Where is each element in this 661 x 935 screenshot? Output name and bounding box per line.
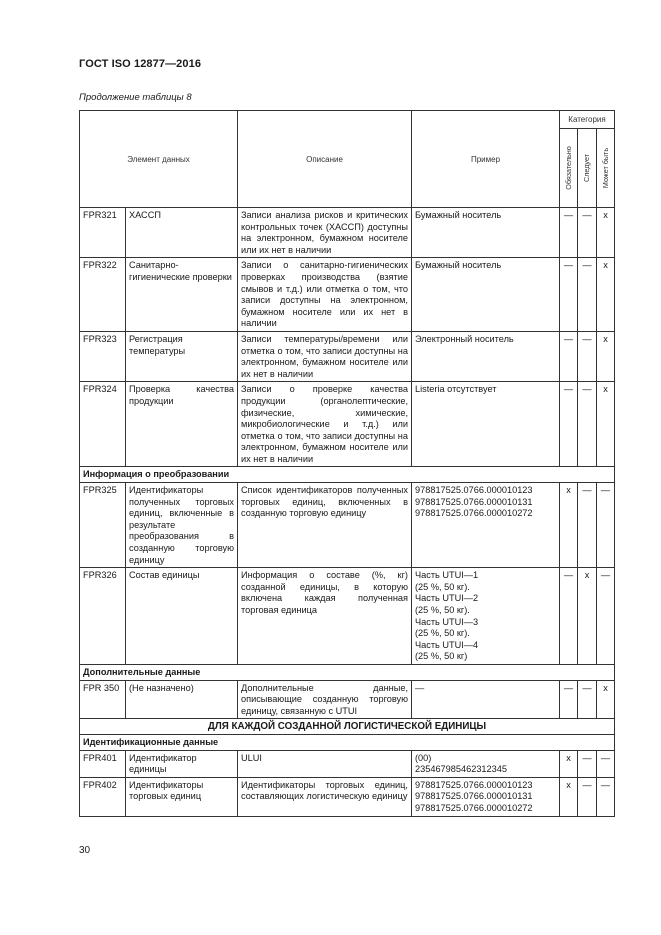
example-line: 978817525.0766.000010131 xyxy=(415,496,533,507)
example-line: (25 %, 50 кг). xyxy=(415,581,470,592)
section-row xyxy=(80,467,615,483)
example-line: 978817525.0766.000010131 xyxy=(415,791,533,802)
row-cat-mandatory: x xyxy=(560,777,578,816)
row-cat-should: — xyxy=(578,208,597,258)
section-row xyxy=(80,734,615,750)
row-cat-mandatory: — xyxy=(560,208,578,258)
row-example: — xyxy=(412,680,560,719)
example-line: 978817525.0766.000010272 xyxy=(415,802,533,813)
row-example: Listeria отсутствует xyxy=(412,382,560,467)
row-cat-may: x xyxy=(597,258,615,332)
row-example xyxy=(412,568,560,665)
row-id: FPR326 xyxy=(80,568,126,665)
example-line: Часть UTUI—3 xyxy=(415,616,479,627)
row-cat-mandatory: — xyxy=(560,258,578,332)
row-description: ULUI xyxy=(238,750,412,777)
header-should: Следует xyxy=(578,129,597,208)
row-description: Идентификаторы торговых единиц, составляющих логистическую единицу xyxy=(238,777,412,816)
row-example: Бумажный носитель xyxy=(412,258,560,332)
header-description: Описание xyxy=(238,111,412,208)
row-description: Записи о санитарно-гигиенических проверках производства (взятие смывов и т.д.) или отметка о том, что записи доступны на электронном, бумажном носителе или их нет в наличии xyxy=(238,258,412,332)
row-name: Состав единицы xyxy=(126,568,238,665)
row-cat-mandatory: — xyxy=(560,331,578,381)
row-name: (Не назначено) xyxy=(126,680,238,719)
standard-title: ГОСТ ISO 12877—2016 xyxy=(79,58,202,70)
section-row xyxy=(80,719,615,735)
example-line: 235467985462312345 xyxy=(415,764,507,775)
row-description: Записи температуры/времени или отметка о том, что записи доступны на электронном, бумажном носителе или их нет в наличии xyxy=(238,331,412,381)
section-logistic-title: ДЛЯ КАЖДОЙ СОЗДАННОЙ ЛОГИСТИЧЕСКОЙ ЕДИНИЦЫ xyxy=(80,719,615,735)
row-id: FPR325 xyxy=(80,483,126,568)
table-row xyxy=(80,483,615,568)
row-name: Идентификатор единицы xyxy=(126,750,238,777)
row-id: FPR322 xyxy=(80,258,126,332)
header-category: Категория xyxy=(560,111,615,129)
row-cat-may: x xyxy=(597,680,615,719)
row-cat-should: — xyxy=(578,680,597,719)
page-number: 30 xyxy=(79,845,91,856)
example-line: (25 %, 50 кг). xyxy=(415,628,470,639)
header-may: Может быть xyxy=(597,129,615,208)
row-cat-may: x xyxy=(597,382,615,467)
row-name: Идентификаторы полученных торговых единиц, включенные в результате преобразования в созданную торговую единицу xyxy=(126,483,238,568)
example-line: 978817525.0766.000010123 xyxy=(415,485,533,496)
row-description: Список идентификаторов полученных торговых единиц, включенных в созданную торговую единицу xyxy=(238,483,412,568)
example-line: Часть UTUI—2 xyxy=(415,593,479,604)
example-line: 978817525.0766.000010272 xyxy=(415,508,533,519)
table-row xyxy=(80,258,615,332)
example-line: (25 %, 50 кг). xyxy=(415,605,470,615)
table-row xyxy=(80,331,615,381)
row-description: Записи о проверке качества продукции (органолептические, физические, химические, микробиологические и т.д.) или отметка о том, что записи доступны на электронном, бумажном носителе или их нет в наличии xyxy=(238,382,412,467)
section-identification-title: Идентификационные данные xyxy=(80,734,615,750)
row-example xyxy=(412,777,560,816)
example-line: Часть UTUI—1 xyxy=(415,570,479,581)
header-element: Элемент данных xyxy=(80,111,238,208)
row-name: Идентификаторы торговых единиц xyxy=(126,777,238,816)
row-cat-may: — xyxy=(597,750,615,777)
row-id: FPR321 xyxy=(80,208,126,258)
row-example xyxy=(412,750,560,777)
row-description: Записи анализа рисков и критических контрольных точек (ХАССП) доступны на электронном, бумажном носителе или их нет в наличии xyxy=(238,208,412,258)
row-name: ХАССП xyxy=(126,208,238,258)
row-cat-mandatory: x xyxy=(560,483,578,568)
row-name: Регистрация температуры xyxy=(126,331,238,381)
row-example: Электронный носитель xyxy=(412,331,560,381)
table-row xyxy=(80,208,615,258)
table-row xyxy=(80,750,615,777)
row-cat-may: — xyxy=(597,483,615,568)
row-cat-mandatory: — xyxy=(560,568,578,665)
row-cat-may: — xyxy=(597,568,615,665)
row-id: FPR323 xyxy=(80,331,126,381)
row-id: FPR324 xyxy=(80,382,126,467)
row-cat-should: — xyxy=(578,331,597,381)
row-cat-should: — xyxy=(578,483,597,568)
row-cat-should: — xyxy=(578,382,597,467)
section-transform-title: Информация о преобразовании xyxy=(80,467,615,483)
row-id: FPR402 xyxy=(80,777,126,816)
row-description: Информация о составе (%, кг) созданной единицы, в которую включена каждая полученная торговая единица xyxy=(238,568,412,665)
example-line: 978817525.0766.000010123 xyxy=(415,779,533,790)
row-cat-should: — xyxy=(578,777,597,816)
table-continuation-label: Продолжение таблицы 8 xyxy=(79,92,192,103)
section-additional-title: Дополнительные данные xyxy=(80,664,615,680)
table-row xyxy=(80,568,615,665)
header-row xyxy=(80,111,615,129)
table-row xyxy=(80,680,615,719)
row-cat-may: x xyxy=(597,208,615,258)
row-cat-should: — xyxy=(578,750,597,777)
header-example: Пример xyxy=(412,111,560,208)
example-line: Часть UTUI—4 xyxy=(415,639,479,650)
row-name: Проверка качества продукции xyxy=(126,382,238,467)
example-line: (25 %, 50 кг) xyxy=(415,651,468,662)
row-cat-should: x xyxy=(578,568,597,665)
row-name: Санитарно-гигиенические проверки xyxy=(126,258,238,332)
row-id: FPR 350 xyxy=(80,680,126,719)
row-id: FPR401 xyxy=(80,750,126,777)
row-cat-may: — xyxy=(597,777,615,816)
row-cat-may: x xyxy=(597,331,615,381)
row-cat-mandatory: x xyxy=(560,750,578,777)
table-row xyxy=(80,777,615,816)
example-line: (00) xyxy=(415,752,432,763)
row-description: Дополнительные данные, описывающие созданную торговую единицу, связанную с UTUI xyxy=(238,680,412,719)
section-row xyxy=(80,664,615,680)
table-row xyxy=(80,382,615,467)
header-mandatory: Обязательно xyxy=(560,129,578,208)
row-cat-mandatory: — xyxy=(560,382,578,467)
row-cat-mandatory: — xyxy=(560,680,578,719)
row-cat-should: — xyxy=(578,258,597,332)
row-example: Бумажный носитель xyxy=(412,208,560,258)
data-elements-table xyxy=(79,110,615,817)
row-example xyxy=(412,483,560,568)
